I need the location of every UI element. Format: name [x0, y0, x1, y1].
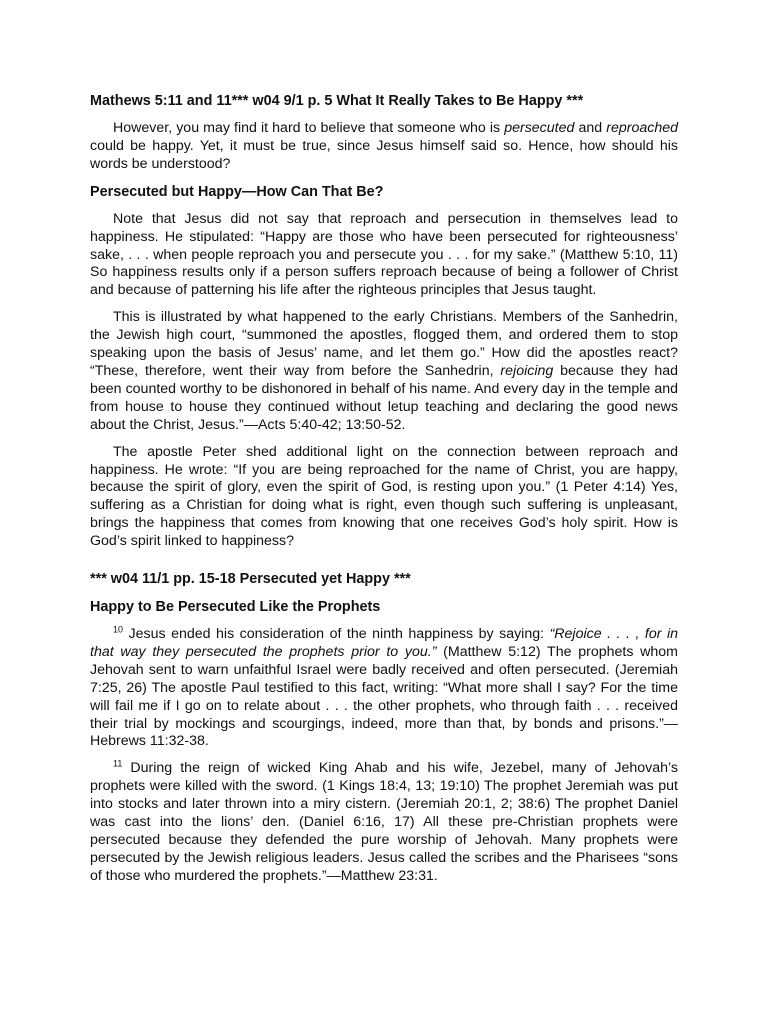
section-heading-persecuted-yet-happy: *** w04 11/1 pp. 15-18 Persecuted yet Happy ***	[90, 571, 411, 588]
text-run: Jesus ended his consideration of the ninth happiness by saying:	[123, 626, 550, 643]
paragraph-stipulation: Note that Jesus did not say that reproach and persecution in themselves lead to happiness. He stipulated: “Happy are those who have been persecuted for righteousness’ sake, . . . when people reproach you and persecute you . . . for my sake.” (Matthew 5:10, 11) So happiness results only if a person suffers reproach because of being a follower of Christ and because of patterning his life after the righteous principles that Jesus taught.	[90, 210, 678, 299]
paragraph-11	[90, 760, 678, 885]
text-run: and	[574, 120, 607, 136]
paragraph-early-christians	[90, 309, 678, 434]
emphasis-persecuted: persecuted	[504, 120, 575, 136]
emphasis-rejoicing: rejoicing	[500, 362, 554, 379]
text-run: (Matthew 5:12) The prophets whom Jehovah sent to warn unfaithful Israel were badly received and often persecuted. (Jeremiah 7:25, 26) The apostle Paul testified to this fact, writing: “What more shall I say? For the time will fail me if I go on to relate about . . . the other prophets, who through faith . . . received their trial by mockings and scourgings, indeed, more than that, by bonds and prisons.”—Hebrews 11:32-38.	[90, 643, 678, 750]
section-gap	[90, 560, 678, 570]
text-run: because they had been counted worthy to be dishonored in behalf of his name. And every day in the temple and from house to house they continued without letup teaching and declaring the good news about the Christ, Jesus.”—Acts 5:40-42; 13:50-52.	[90, 362, 679, 433]
text-run: However, you may find it hard to believe that someone who is	[113, 120, 505, 136]
emphasis-reproached: reproached	[606, 120, 678, 136]
paragraph-number: 11	[113, 758, 123, 769]
section-heading-what-it-takes: Mathews 5:11 and 11*** w04 9/1 p. 5 What It Really Takes to Be Happy ***	[90, 93, 584, 109]
emphasis-quote: “Rejoice . . . , for in that way they persecuted the prophets prior to you.”	[90, 626, 678, 660]
paragraph-10	[90, 626, 678, 751]
paragraph-intro	[90, 120, 678, 174]
text-run: During the reign of wicked King Ahab and his wife, Jezebel, many of Jehovah’s prophets were killed with the sword. (1 Kings 18:4, 13; 19:10) The prophet Jeremiah was put into stocks and later thrown into a miry cistern. (Jeremiah 20:1, 2; 38:6) The prophet Daniel was cast into the lions’ den. (Daniel 6:16, 17) All these pre-Christian prophets were persecuted because they defended the pure worship of Jehovah. Many prophets were persecuted by the Jewish religious leaders. Jesus called the scribes and the Pharisees “sons of those who murdered the prophets.”—Matthew 23:31.	[90, 760, 678, 884]
section-heading-like-the-prophets: Happy to Be Persecuted Like the Prophets	[90, 599, 381, 616]
document-page	[90, 92, 678, 895]
section-heading-persecuted-but-happy: Persecuted but Happy—How Can That Be?	[90, 183, 384, 200]
text-run: could be happy. Yet, it must be true, since Jesus himself said so. Hence, how should his words be understood?	[90, 137, 678, 172]
text-run: This is illustrated by what happened to the early Christians. Members of the Sanhedrin, the Jewish high court, “summoned the apostles, flogged them, and ordered them to stop speaking upon the basis of Jesus’ name, and let them go.” How did the apostles react? “These, therefore, went their way from before the Sanhedrin,	[90, 309, 678, 379]
paragraph-number: 10	[113, 624, 124, 635]
paragraph-apostle-peter: The apostle Peter shed additional light on the connection between reproach and happiness. He wrote: “If you are being reproached for the name of Christ, you are happy, because the spirit of glory, even the spirit of God, is resting upon you.” (1 Peter 4:14) Yes, suffering as a Christian for doing what is right, even though such suffering is unpleasant, brings the happiness that comes from knowing that one receives God’s holy spirit. How is God’s spirit linked to happiness?	[90, 443, 678, 550]
